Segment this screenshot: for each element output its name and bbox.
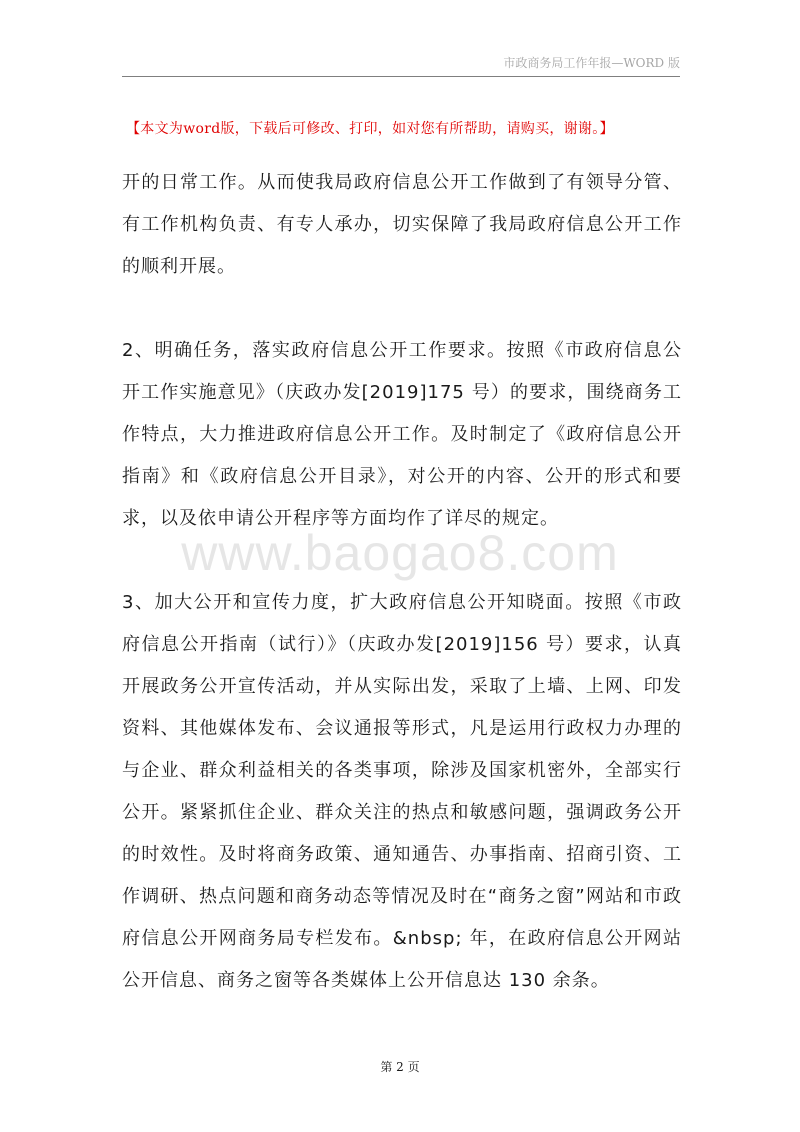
page-number: 第 2 页 <box>380 1060 420 1074</box>
watermark: www.baogao8.com <box>181 525 619 581</box>
paragraph-1: 开的日常工作。从而使我局政府信息公开工作做到了有领导分管、有工作机构负责、有专人承办，切实保障了我局政府信息公开工作的顺利开展。 <box>122 172 682 277</box>
page-header <box>122 50 680 77</box>
download-notice: 【本文为word版，下载后可修改、打印，如对您有所帮助，请购买，谢谢。】 <box>126 121 614 137</box>
paragraph-2: 2、明确任务，落实政府信息公开工作要求。按照《市政府信息公开工作实施意见》（庆政办发[2019]175 号）的要求，围绕商务工作特点，大力推进政府信息公开工作。及时制定了《政府信息公开指南》和《政府信息公开目录》，对公开的内容、公开的形式和要求，以及依申请公开程序等方面均作了详尽的规定。 <box>122 340 682 529</box>
document-body <box>122 162 682 1002</box>
header-title: 市政商务局工作年报—WORD 版 <box>503 56 680 70</box>
paragraph-3: 3、加大公开和宣传力度，扩大政府信息公开知晓面。按照《市政府信息公开指南（试行）》（庆政办发[2019]156 号）要求，认真开展政务公开宣传活动，并从实际出发，采取了上墙、上网、印发资料、其他媒体发布、会议通报等形式，凡是运用行政权力办理的与企业、群众利益相关的各类事项，除涉及国家机密外，全部实行公开。紧紧抓住企业、群众关注的热点和敏感问题，强调政务公开的时效性。及时将商务政策、通知通告、办事指南、招商引资、工作调研、热点问题和商务动态等情况及时在“商务之窗”网站和市政府信息公开网商务局专栏发布。&nbsp; 年，在政府信息公开网站公开信息、商务之窗等各类媒体上公开信息达 130 余条。 <box>122 592 682 991</box>
